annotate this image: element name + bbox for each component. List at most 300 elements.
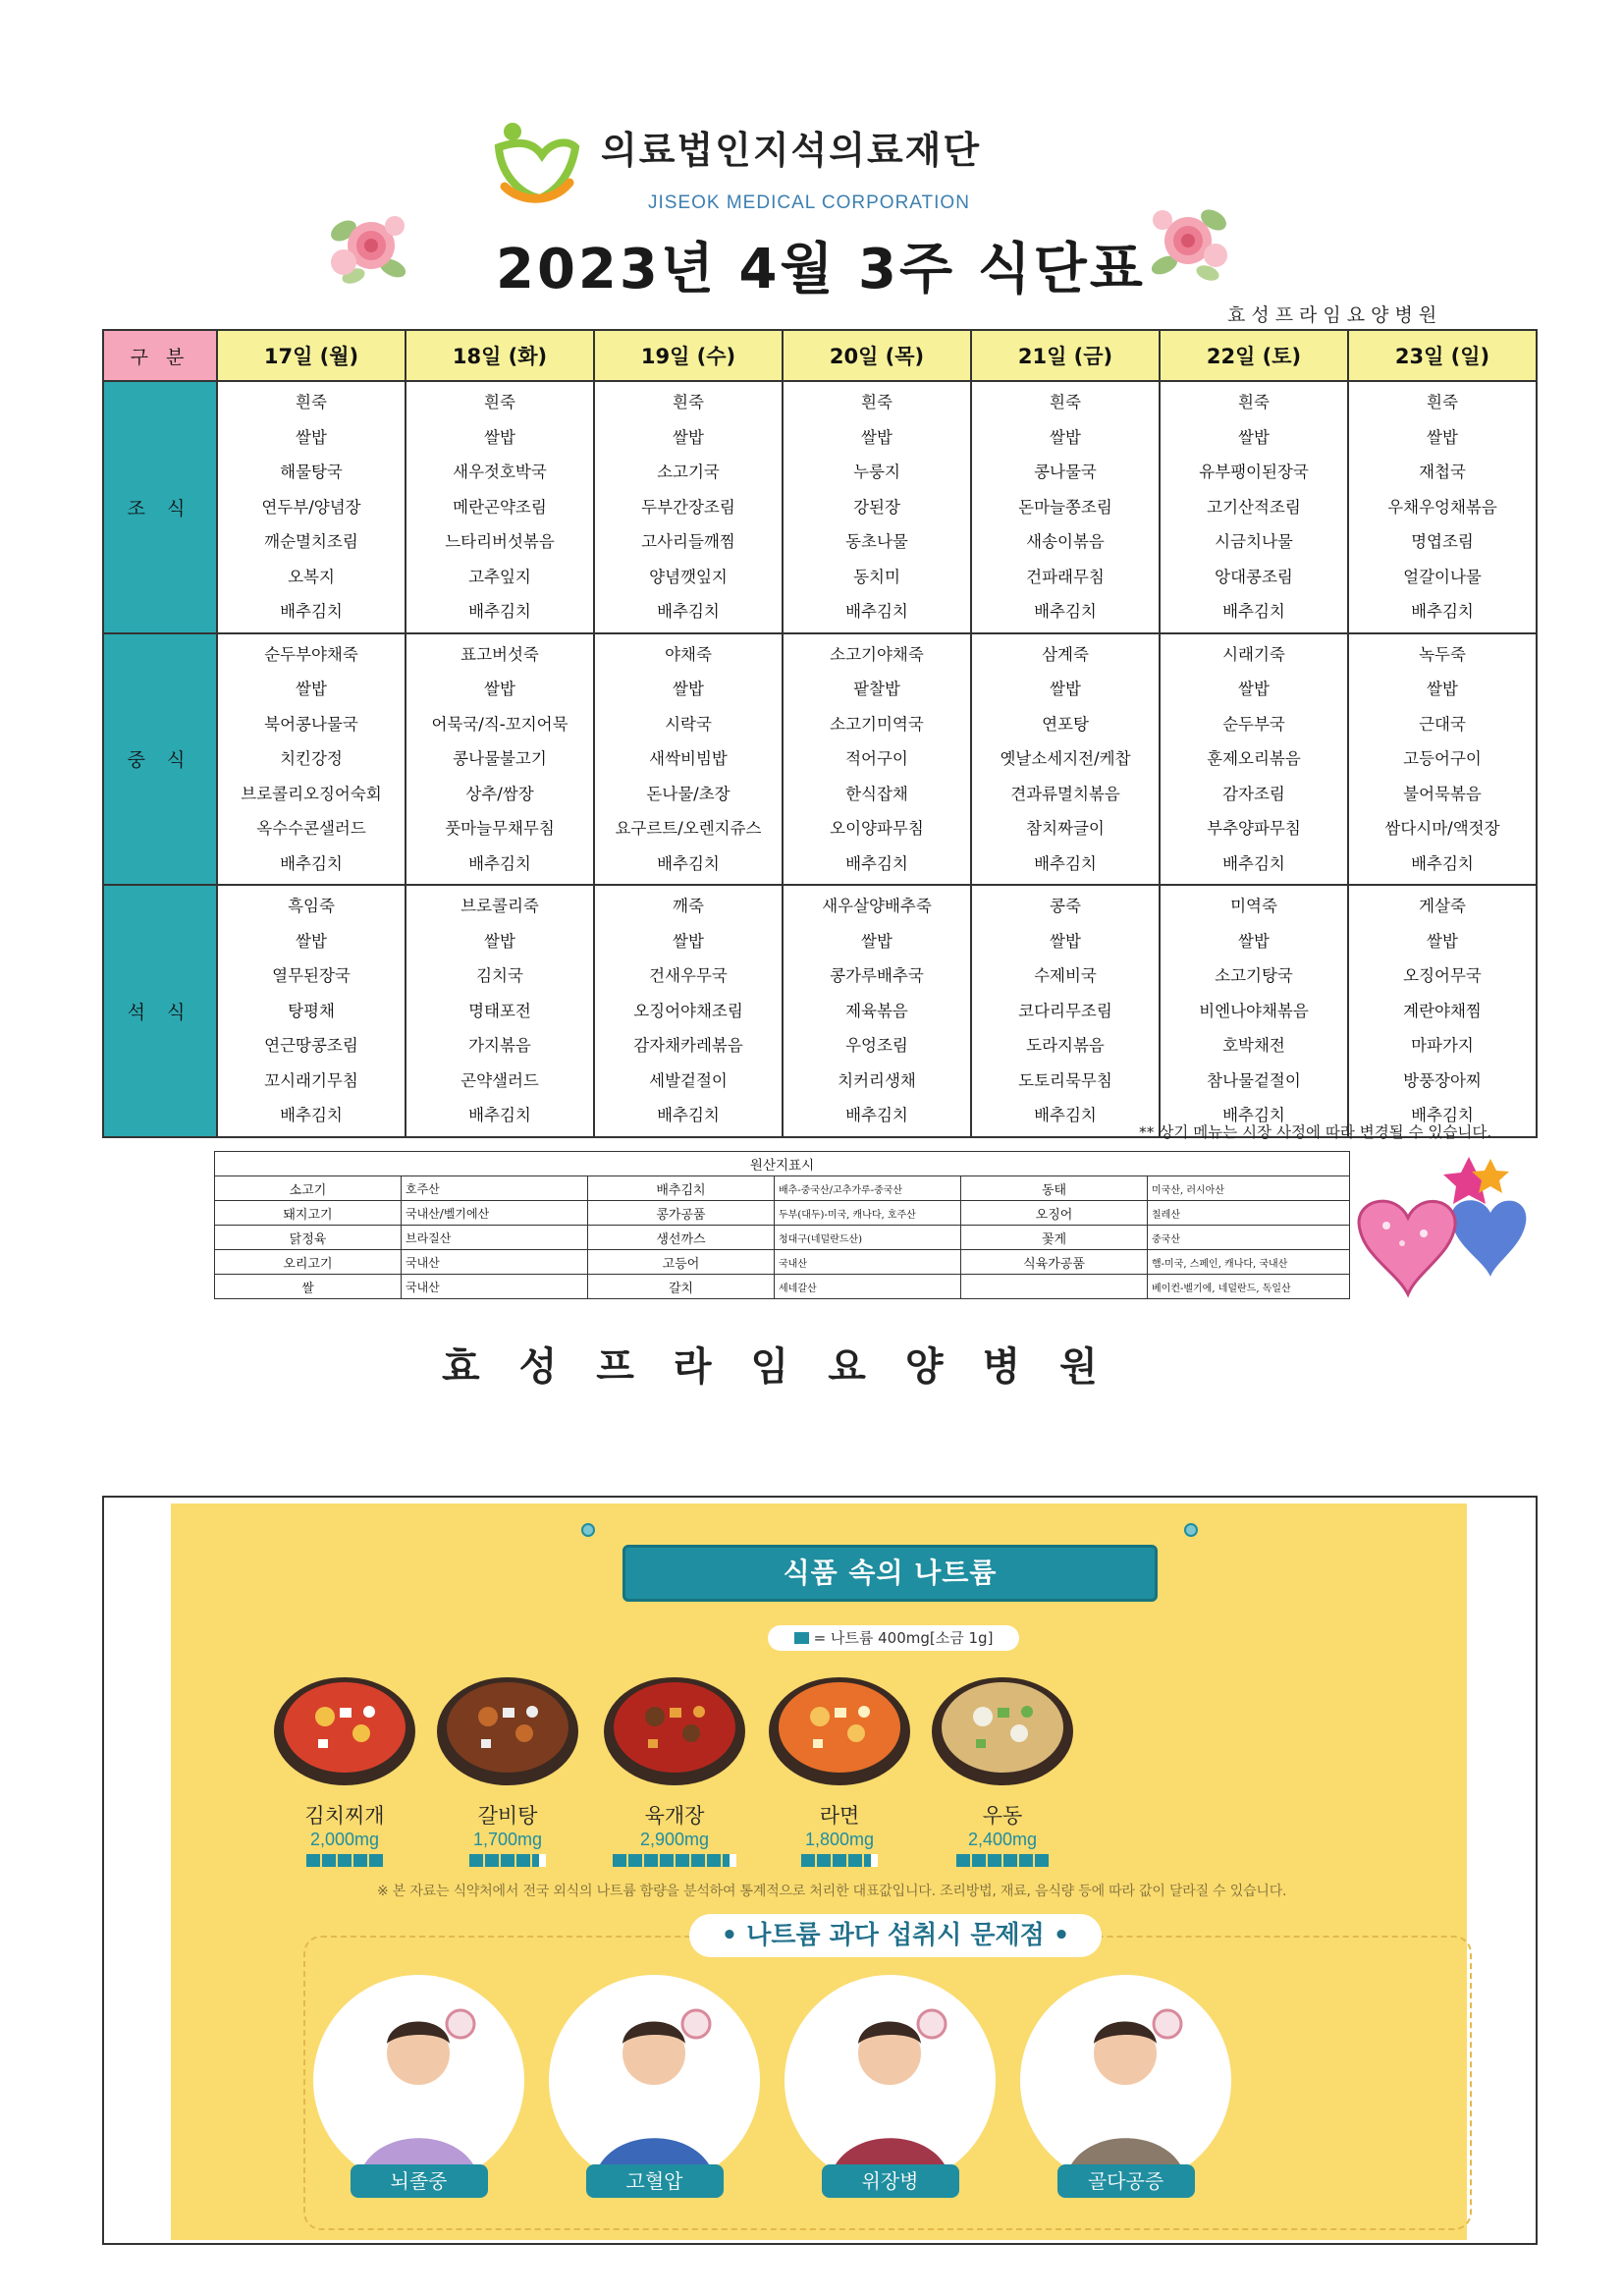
origin-row (215, 1201, 1350, 1226)
dish-item: 근대국 (1419, 714, 1466, 734)
origin-item: 콩가공품 (588, 1201, 775, 1226)
dish-item: 감자채카레볶음 (633, 1036, 743, 1055)
org-english-name: JISEOK MEDICAL CORPORATION (648, 192, 970, 213)
dish-item: 도라지볶음 (1026, 1036, 1105, 1055)
stomach-pain-icon (784, 1975, 996, 2186)
origin-country: 배추-중국산/고추가루-중국산 (775, 1176, 961, 1201)
dish-item: 배추김치 (1222, 853, 1285, 873)
menu-cell (783, 381, 971, 633)
dish-item: 배추김치 (1034, 1106, 1097, 1124)
dish-item: 쌀밥 (1427, 680, 1458, 698)
sodium-unit-icon (1019, 1854, 1033, 1867)
dish-item: 건파래무침 (1026, 567, 1105, 586)
food-name: 라면 (819, 1804, 860, 1828)
infographic-footnote: ※ 본 자료는 식약처에서 전국 외식의 나트륨 함량을 분석하여 통계적으로 처리한 대표값입니다. 조리방법, 재료, 음식량 등에 따라 값이 달라질 수 있습니다. (377, 1884, 1287, 1899)
dish-item: 옛날소세지전/케찹 (1000, 749, 1131, 768)
dish-item: 배추김치 (657, 1106, 720, 1124)
dish-item: 느타리버섯볶음 (445, 532, 555, 551)
dish-item: 참치짜글이 (1026, 819, 1105, 838)
origin-item (961, 1275, 1148, 1299)
dish-item: 흰죽 (1238, 393, 1270, 411)
day-header: 18일 (화) (406, 330, 594, 381)
food-sodium: 2,000mg (309, 1830, 380, 1849)
dish-item: 배추김치 (280, 602, 343, 621)
sodium-unit-icon (660, 1854, 674, 1867)
problems-title: • 나트륨 과다 섭취시 문제점 • (721, 1921, 1070, 1950)
dish-item: 두부간장조림 (641, 497, 735, 517)
menu-header-row (103, 330, 1537, 381)
sodium-unit-icon (833, 1854, 846, 1867)
origin-country: 호주산 (402, 1176, 588, 1201)
menu-cell (1348, 381, 1537, 633)
galbi-soup-icon (434, 1663, 581, 1790)
dish-item: 오복지 (288, 567, 335, 586)
problem-label-box (822, 2164, 959, 2198)
origin-title: 원산지표시 (215, 1152, 1350, 1176)
food-sodium: 2,400mg (967, 1830, 1038, 1849)
origin-country: 국내산 (775, 1250, 961, 1275)
dish-item: 방풍장아찌 (1403, 1070, 1482, 1090)
sodium-unit-icon (322, 1854, 336, 1867)
dish-item: 시금치나물 (1215, 532, 1293, 551)
problem-item (549, 1975, 760, 2198)
day-header: 23일 (일) (1348, 330, 1537, 381)
dish-item: 쌀밥 (673, 931, 704, 951)
origin-row (215, 1275, 1350, 1299)
origin-item: 쌀 (215, 1275, 402, 1299)
dish-item: 제육볶음 (845, 1001, 908, 1020)
dish-item: 팥찰밥 (853, 680, 900, 698)
dish-item: 배추김치 (1411, 602, 1474, 621)
dish-item: 탕평채 (288, 1001, 335, 1020)
sodium-unit-icon (485, 1854, 499, 1867)
origin-country: 중국산 (1148, 1226, 1350, 1250)
dish-item: 앙대콩조림 (1215, 567, 1293, 586)
origin-row (215, 1250, 1350, 1275)
dish-item: 오징어야채조림 (633, 1001, 743, 1020)
dish-item: 새송이볶음 (1026, 532, 1105, 551)
sodium-unit-icon (707, 1854, 721, 1867)
page-title: 2023년 4월 3주 식단표 (496, 238, 1146, 301)
food-sodium: 1,800mg (804, 1830, 875, 1849)
dish-item: 코다리무조림 (1018, 1001, 1112, 1020)
dish-item: 쌀밥 (673, 680, 704, 698)
dish-item: 새우젓호박국 (453, 463, 547, 481)
origin-country: 브라질산 (402, 1226, 588, 1250)
dish-item: 배추김치 (280, 1106, 343, 1124)
dish-item: 부추양파무침 (1207, 819, 1301, 838)
menu-cell (406, 885, 594, 1137)
sodium-unit-icon (628, 1854, 642, 1867)
dish-item: 소고기미역국 (830, 714, 924, 734)
food-sodium: 1,700mg (472, 1830, 543, 1849)
menu-cell (783, 633, 971, 886)
problems-title-box (689, 1914, 1102, 1957)
dish-item: 곤약샐러드 (460, 1070, 539, 1090)
dish-item: 비엔나야채볶음 (1199, 1001, 1309, 1020)
origin-country: 국내산 (402, 1275, 588, 1299)
problem-label: 위장병 (861, 2169, 919, 2193)
menu-cell (594, 633, 783, 886)
dish-item: 쌀밥 (296, 931, 327, 951)
dish-item: 명태포전 (468, 1001, 531, 1020)
menu-cell (1348, 633, 1537, 886)
sodium-unit-icon (469, 1854, 483, 1867)
infographic-title-box (622, 1545, 1158, 1602)
dish-item: 쌀밥 (296, 427, 327, 447)
dish-item: 쌈다시마/액젓장 (1384, 819, 1500, 838)
dish-item: 북어콩나물국 (264, 714, 358, 734)
sodium-unit-icon (369, 1854, 383, 1867)
origin-country: 청대구(네덜란드산) (775, 1226, 961, 1250)
sodium-infographic (102, 1496, 1538, 2245)
dish-item: 오이양파무침 (830, 819, 924, 838)
menu-cell (594, 381, 783, 633)
dish-item: 쌀밥 (1238, 680, 1270, 698)
sodium-legend-text: = 나트륨 400mg[소금 1g] (813, 1629, 994, 1647)
problem-label-box (1057, 2164, 1195, 2198)
dish-item: 해물탕국 (280, 463, 343, 481)
dish-item: 가지볶음 (468, 1036, 531, 1055)
sodium-unit-icon (306, 1854, 320, 1867)
origin-country: 햄-미국, 스페인, 캐나다, 국내산 (1148, 1250, 1350, 1275)
rose-bouquet-icon (314, 191, 422, 300)
sodium-unit-icon (676, 1854, 689, 1867)
org-name: 의료법인지석의료재단 (601, 129, 982, 172)
sodium-unit-icon (338, 1854, 352, 1867)
dish-item: 쌀밥 (861, 427, 893, 447)
origin-item: 고등어 (588, 1250, 775, 1275)
pin-icon (1184, 1523, 1198, 1537)
sodium-unit-icon (848, 1854, 862, 1867)
dish-item: 마파가지 (1411, 1036, 1474, 1055)
problem-label: 뇌졸중 (390, 2169, 448, 2193)
high-blood-pressure-icon (549, 1975, 760, 2186)
dish-item: 쌀밥 (1050, 427, 1081, 447)
sodium-unit-icon (988, 1854, 1001, 1867)
origin-table (214, 1151, 1350, 1299)
dish-item: 쌀밥 (673, 427, 704, 447)
menu-cell (971, 381, 1160, 633)
problem-illustration (313, 1975, 524, 2186)
problem-item (313, 1975, 524, 2198)
origin-country: 세네갈산 (775, 1275, 961, 1299)
problem-item (1020, 1975, 1231, 2198)
rose-bouquet-icon (1137, 187, 1245, 295)
dish-item: 순두부야채죽 (264, 644, 358, 664)
dish-item: 배추김치 (1222, 1106, 1285, 1124)
sodium-unit-icon (794, 1632, 809, 1644)
dish-item: 연포탕 (1042, 714, 1089, 734)
sodium-unit-icon (691, 1854, 705, 1867)
origin-country: 두부(대두)-미국, 캐나다, 호주산 (775, 1201, 961, 1226)
dish-item: 새싹비빔밥 (649, 749, 728, 768)
day-header: 21일 (금) (971, 330, 1160, 381)
sodium-bars (890, 1854, 1115, 1867)
dish-item: 도토리묵무침 (1018, 1070, 1112, 1090)
origin-country: 칠레산 (1148, 1201, 1350, 1226)
dish-item: 브로콜리죽 (460, 897, 539, 915)
category-header: 구 분 (103, 330, 217, 381)
dish-item: 배추김치 (845, 602, 908, 621)
meal-row (103, 381, 1537, 633)
dish-item: 쌀밥 (1238, 931, 1270, 951)
dish-item: 흑임죽 (288, 897, 335, 915)
dish-item: 세발겉절이 (649, 1070, 728, 1090)
dish-item: 흰죽 (484, 393, 515, 411)
headache-person-icon (313, 1975, 524, 2186)
menu-change-note: ** 상기 메뉴는 시장 사정에 따라 변경될 수 있습니다. (1139, 1123, 1492, 1141)
dish-item: 소고기탕국 (1215, 966, 1293, 985)
sodium-unit-icon (956, 1854, 970, 1867)
meal-row (103, 633, 1537, 886)
food-name: 김치찌개 (304, 1804, 385, 1828)
dish-item: 쌀밥 (1427, 931, 1458, 951)
origin-item: 꽃게 (961, 1226, 1148, 1250)
menu-cell (217, 885, 406, 1137)
infographic-background (171, 1503, 1467, 2240)
dish-item: 쌀밥 (1050, 931, 1081, 951)
dish-item: 흰죽 (673, 393, 704, 411)
hospital-name-footer: 효성프라임요양병원 (442, 1343, 1137, 1390)
dish-item: 오징어무국 (1403, 966, 1482, 985)
dish-item: 흰죽 (1050, 393, 1081, 411)
problem-label: 고혈압 (625, 2169, 683, 2193)
origin-title-row (215, 1152, 1350, 1176)
origin-item: 배추김치 (588, 1176, 775, 1201)
dish-item: 돈나물/초장 (646, 784, 730, 803)
dish-item: 건새우무국 (649, 966, 728, 985)
dish-item: 배추김치 (1222, 602, 1285, 621)
sodium-unit-icon (613, 1854, 626, 1867)
hospital-name: 효성프라임요양병원 (1227, 304, 1443, 326)
dish-item: 야채죽 (665, 644, 712, 664)
dish-item: 요구르트/오렌지쥬스 (615, 819, 762, 838)
sodium-unit-icon (532, 1854, 546, 1867)
dish-item: 옥수수콘샐러드 (256, 819, 366, 838)
dish-item: 쌀밥 (1050, 680, 1081, 698)
menu-cell (594, 885, 783, 1137)
dish-item: 메란곤약조림 (453, 497, 547, 517)
dish-item: 배추김치 (1411, 1106, 1474, 1124)
dish-item: 쌀밥 (484, 427, 515, 447)
problem-label: 골다공증 (1087, 2169, 1164, 2193)
dish-item: 콩가루배추국 (830, 966, 924, 985)
dish-item: 배추김치 (845, 1106, 908, 1124)
dish-item: 수제비국 (1034, 966, 1097, 985)
dish-item: 적어구이 (845, 749, 908, 768)
menu-cell (406, 633, 594, 886)
dish-item: 배추김치 (1411, 853, 1474, 873)
dish-item: 동치미 (853, 567, 900, 586)
dish-item: 콩나물국 (1034, 463, 1097, 481)
sodium-unit-icon (1003, 1854, 1017, 1867)
origin-row (215, 1226, 1350, 1250)
dish-item: 고등어구이 (1403, 749, 1482, 768)
dish-item: 감자조림 (1222, 784, 1285, 803)
dish-item: 풋마늘무채무침 (445, 819, 555, 838)
dish-item: 게살죽 (1419, 897, 1466, 915)
sodium-unit-icon (644, 1854, 658, 1867)
day-header: 20일 (목) (783, 330, 971, 381)
dish-item: 콩나물불고기 (453, 749, 547, 768)
menu-cell (1160, 381, 1348, 633)
dish-item: 흰죽 (861, 393, 893, 411)
dish-item: 흰죽 (296, 393, 327, 411)
sodium-unit-icon (972, 1854, 986, 1867)
dish-item: 연두부/양념장 (261, 497, 361, 517)
dish-item: 배추김치 (657, 853, 720, 873)
origin-country: 국내산 (402, 1250, 588, 1275)
dish-item: 쌀밥 (484, 931, 515, 951)
knee-bone-icon (1020, 1975, 1231, 2186)
dish-item: 김치국 (476, 966, 523, 985)
dish-item: 깨죽 (673, 897, 704, 915)
dish-item: 꼬시래기무침 (264, 1070, 358, 1090)
origin-item: 돼지고기 (215, 1201, 402, 1226)
dish-item: 계란야채찜 (1403, 1001, 1482, 1020)
menu-cell (1348, 885, 1537, 1137)
meal-label: 조 식 (103, 381, 217, 633)
problem-illustration (549, 1975, 760, 2186)
food-name: 육개장 (644, 1804, 705, 1828)
sodium-unit-icon (501, 1854, 514, 1867)
dish-item: 배추김치 (1034, 853, 1097, 873)
problem-label-box (351, 2164, 488, 2198)
problem-illustration (784, 1975, 996, 2186)
menu-cell (217, 633, 406, 886)
origin-item: 오징어 (961, 1201, 1148, 1226)
sodium-unit-icon (801, 1854, 815, 1867)
dish-item: 흰죽 (1427, 393, 1458, 411)
dish-item: 배추김치 (1034, 602, 1097, 621)
origin-country: 미국산, 러시아산 (1148, 1176, 1350, 1201)
dish-item: 훈제오리볶음 (1207, 749, 1301, 768)
dish-item: 유부팽이된장국 (1199, 463, 1309, 481)
dish-item: 소고기야채죽 (830, 644, 924, 664)
dish-item: 쌀밥 (861, 931, 893, 951)
udon-icon (929, 1663, 1076, 1790)
dish-item: 브로콜리오징어숙회 (241, 784, 382, 803)
dish-item: 시래기죽 (1222, 644, 1285, 664)
menu-cell (971, 885, 1160, 1137)
dish-item: 녹두죽 (1419, 644, 1466, 664)
dish-item: 배추김치 (657, 602, 720, 621)
menu-cell (783, 885, 971, 1137)
dish-item: 미역죽 (1230, 897, 1277, 915)
dish-item: 우엉조림 (845, 1036, 908, 1055)
meal-label: 중 식 (103, 633, 217, 886)
dish-item: 쌀밥 (296, 680, 327, 698)
hearts-star-icon (1353, 1149, 1530, 1306)
origin-item: 동태 (961, 1176, 1148, 1201)
dish-item: 콩죽 (1050, 897, 1081, 915)
origin-item: 갈치 (588, 1275, 775, 1299)
sodium-legend (768, 1625, 1019, 1651)
weekly-menu-table (102, 329, 1538, 1138)
meal-label: 석 식 (103, 885, 217, 1137)
dish-item: 배추김치 (280, 853, 343, 873)
dish-item: 어묵국/직-꼬지어묵 (431, 714, 568, 734)
pin-icon (581, 1523, 595, 1537)
day-header: 22일 (토) (1160, 330, 1348, 381)
dish-item: 고추잎지 (468, 567, 531, 586)
dish-item: 배추김치 (845, 853, 908, 873)
origin-country: 국내산/벨기에산 (402, 1201, 588, 1226)
dish-item: 소고기국 (657, 463, 720, 481)
menu-cell (217, 381, 406, 633)
dish-item: 우채우엉채볶음 (1387, 497, 1497, 517)
food-name: 갈비탕 (477, 1804, 538, 1828)
dish-item: 상추/쌈장 (465, 784, 534, 803)
dish-item: 고기산적조림 (1207, 497, 1301, 517)
dish-item: 순두부국 (1222, 714, 1285, 734)
dish-item: 호박채전 (1222, 1036, 1285, 1055)
dish-item: 삼계죽 (1042, 644, 1089, 664)
origin-item: 소고기 (215, 1176, 402, 1201)
dish-item: 쌀밥 (1238, 427, 1270, 447)
sodium-unit-icon (817, 1854, 831, 1867)
dish-item: 한식잡채 (845, 784, 908, 803)
dish-item: 견과류멸치볶음 (1010, 784, 1120, 803)
dish-item: 누룽지 (853, 463, 900, 481)
dish-item: 돈마늘쫑조림 (1018, 497, 1112, 517)
dish-item: 명엽조림 (1411, 532, 1474, 551)
sodium-unit-icon (864, 1854, 878, 1867)
origin-row (215, 1176, 1350, 1201)
origin-item: 닭정육 (215, 1226, 402, 1250)
menu-cell (1160, 885, 1348, 1137)
problem-item (784, 1975, 996, 2198)
origin-country: 베이컨-벨기에, 네덜란드, 독일산 (1148, 1275, 1350, 1299)
dish-item: 쌀밥 (1427, 427, 1458, 447)
dish-item: 쌀밥 (484, 680, 515, 698)
origin-item: 생선까스 (588, 1226, 775, 1250)
dish-item: 고사리들깨찜 (641, 532, 735, 551)
day-header: 19일 (수) (594, 330, 783, 381)
dish-item: 배추김치 (468, 602, 531, 621)
origin-item: 식육가공품 (961, 1250, 1148, 1275)
dish-item: 연근땅콩조림 (264, 1036, 358, 1055)
problem-label-box (586, 2164, 724, 2198)
dish-item: 배추김치 (468, 1106, 531, 1124)
dish-item: 열무된장국 (272, 966, 351, 985)
dish-item: 표고버섯죽 (460, 644, 539, 664)
dish-item: 치커리생채 (838, 1070, 916, 1090)
infographic-title: 식품 속의 나트륨 (783, 1557, 998, 1589)
dish-item: 양념깻잎지 (649, 567, 728, 586)
jiseok-logo-icon (491, 118, 581, 208)
dish-item: 배추김치 (468, 853, 531, 873)
dish-item: 깨순멸치조림 (264, 532, 358, 551)
meal-row (103, 885, 1537, 1137)
problem-illustration (1020, 1975, 1231, 2186)
menu-cell (406, 381, 594, 633)
food-name: 우동 (982, 1804, 1023, 1828)
food-sodium: 2,900mg (639, 1830, 710, 1849)
menu-cell (971, 633, 1160, 886)
food-item (890, 1663, 1115, 1867)
origin-item: 오리고기 (215, 1250, 402, 1275)
dish-item: 동초나물 (845, 532, 908, 551)
sodium-unit-icon (1035, 1854, 1049, 1867)
dish-item: 불어묵볶음 (1403, 784, 1482, 803)
sodium-unit-icon (516, 1854, 530, 1867)
dish-item: 강된장 (853, 497, 900, 517)
day-header: 17일 (월) (217, 330, 406, 381)
dish-item: 시락국 (665, 714, 712, 734)
dish-item: 치킨강정 (280, 749, 343, 768)
